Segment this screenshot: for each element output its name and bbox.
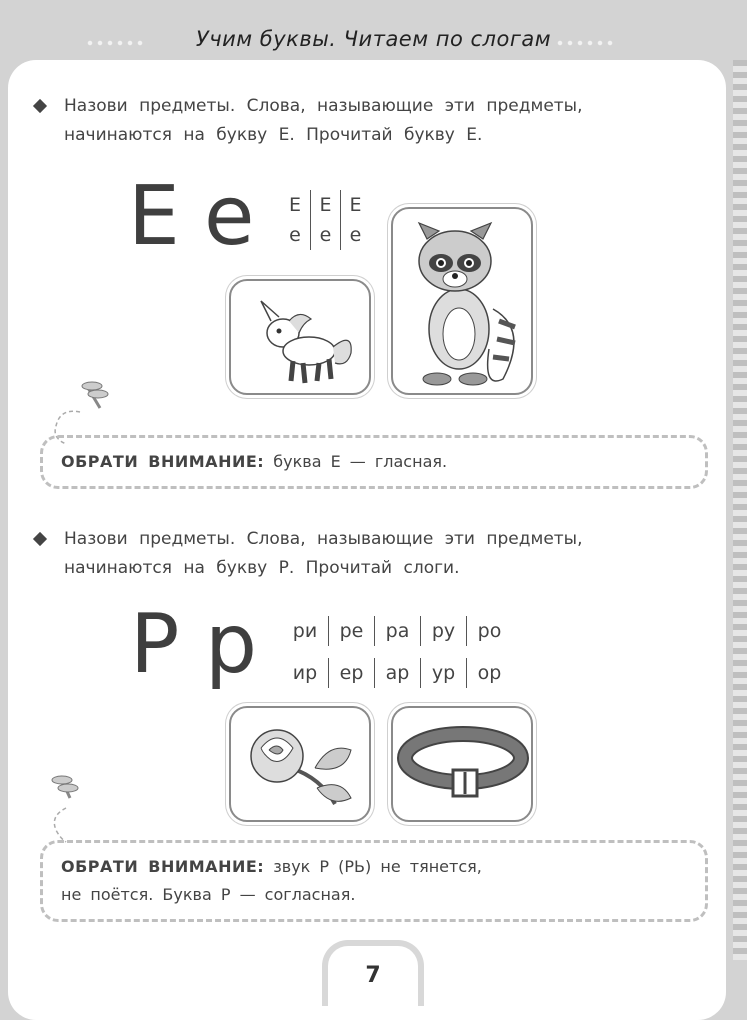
raccoon-picture [391,207,533,395]
attention-text: буква Е — гласная. [273,452,448,471]
unicorn-picture [229,279,371,395]
syllable-cell: ар [374,658,420,688]
dragonfly-icon [30,766,100,846]
syllable-cell: ир [292,662,318,684]
syllable-cell: ур [420,658,466,688]
syllable-cell: ру [420,616,466,646]
attention-title: ОБРАТИ ВНИМАНИЕ: [61,452,265,471]
attention-box-r [40,840,708,922]
attention-line2: не поётся. Буква Р — согласная. [61,885,356,904]
attention-title: ОБРАТИ ВНИМАНИЕ: [61,857,265,876]
syllable-cell: ре [328,616,374,646]
big-letter-r-lower: р [205,597,258,692]
syllable-cell: ри [292,620,318,642]
syllable-cell: Е [288,194,301,216]
syllables-r [282,616,512,688]
syllable-cell: ор [466,658,512,688]
syllable-cell: е [340,220,370,250]
syllable-cell: Е [340,190,370,220]
big-letter-e-upper: Е [128,169,180,264]
syllable-cell: ер [328,658,374,688]
belt-picture [391,706,533,822]
attention-box-e [40,435,708,489]
instruction-e-line1: Назови предметы. Слова, называющие эти предметы, [64,96,583,116]
syllable-cell: е [310,220,340,250]
instruction-e [40,92,680,150]
page-title: Учим буквы. Читаем по слогам [195,27,552,51]
instruction-r [40,525,680,583]
syllable-cell: ра [374,616,420,646]
instruction-e-line2: начинаются на букву Е. Прочитай букву Е. [64,125,483,145]
edge-stripes [733,60,747,960]
syllable-cell: Е [310,190,340,220]
instruction-r-line1: Назови предметы. Слова, называющие эти предметы, [64,529,583,549]
rose-picture [229,706,371,822]
page-number: 7 [322,940,424,1006]
instruction-r-line2: начинаются на букву Р. Прочитай слоги. [64,558,460,578]
attention-line1: звук Р (РЬ) не тянется, [273,857,482,876]
syllable-cell: е [289,224,301,246]
big-letter-e-lower: е [204,169,255,264]
syllable-cell: ро [466,616,512,646]
big-letter-r-upper: Р [130,597,180,692]
syllables-e [280,190,370,250]
